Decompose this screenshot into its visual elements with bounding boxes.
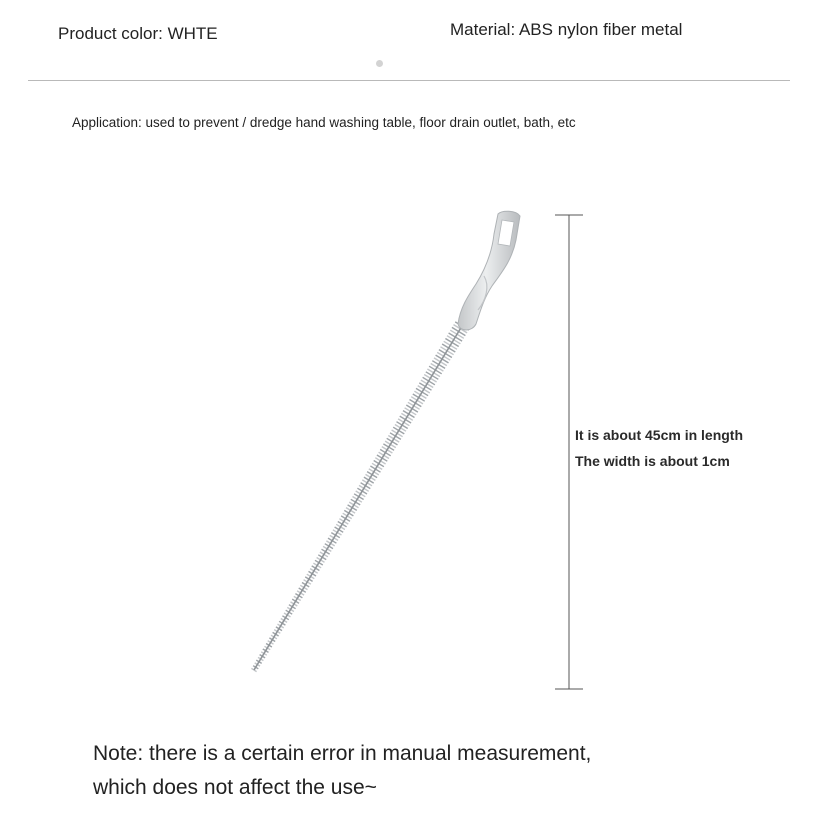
note-text: Note: there is a certain error in manual measurement, (93, 742, 592, 765)
divider (28, 80, 790, 81)
dimension-line-icon (555, 214, 585, 690)
material-spec: Material: ABS nylon fiber metal (450, 20, 683, 39)
note-text-continued: which does not affect the use~ (93, 776, 377, 799)
drain-brush-icon (240, 200, 540, 680)
width-spec: The width is about 1cm (575, 453, 730, 469)
product-color-spec: Product color: WHTE (58, 24, 218, 43)
length-spec: It is about 45cm in length (575, 427, 744, 443)
carousel-indicator-dot[interactable] (376, 60, 383, 67)
application-text: Application: used to prevent / dredge hand washing table, floor drain outlet, bath, etc (72, 115, 576, 130)
